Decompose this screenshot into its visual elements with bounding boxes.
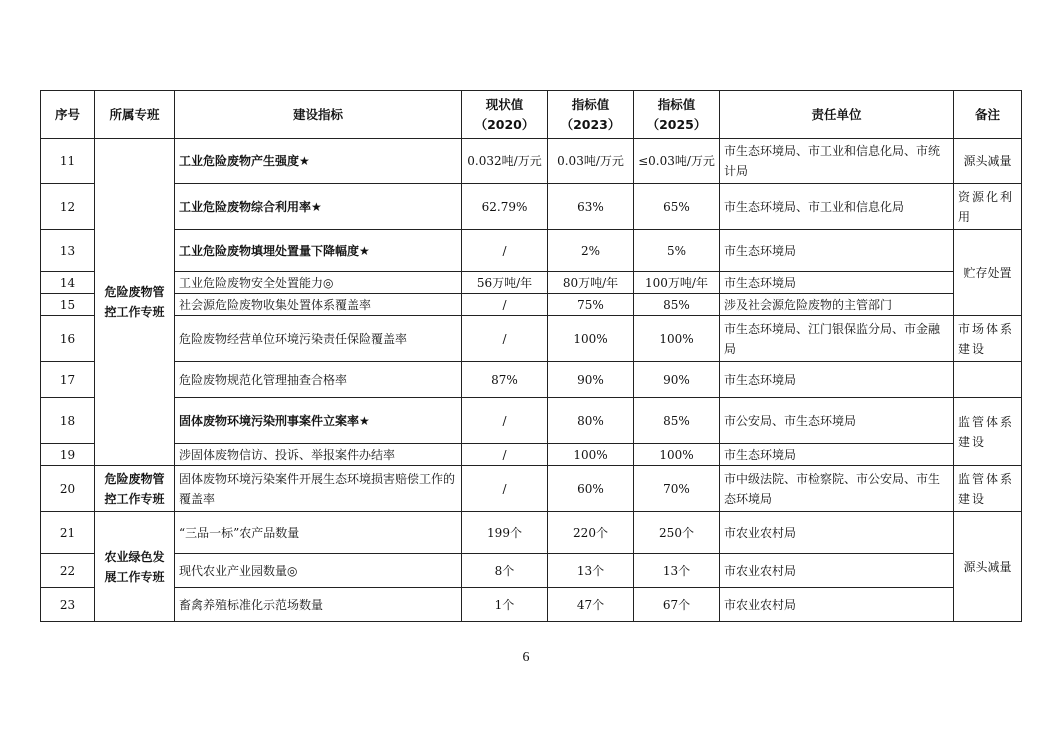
current-cell: 8个 <box>462 554 548 588</box>
table-row <box>41 362 1022 398</box>
header-current-year: （2020） <box>474 116 535 132</box>
seq-cell: 11 <box>41 139 95 184</box>
current-cell: / <box>462 316 548 362</box>
target-2025-cell: 67个 <box>634 588 720 622</box>
header-indicator: 建设指标 <box>175 91 462 139</box>
indicator-cell: 工业危险废物综合利用率★ <box>175 184 462 230</box>
target-2025-cell: 65% <box>634 184 720 230</box>
current-cell: 199个 <box>462 512 548 554</box>
target-2025-cell: 100% <box>634 444 720 466</box>
seq-cell: 15 <box>41 294 95 316</box>
unit-cell: 市生态环境局、江门银保监分局、市金融局 <box>720 316 954 362</box>
target-2025-cell: ≤0.03吨/万元 <box>634 139 720 184</box>
seq-cell: 21 <box>41 512 95 554</box>
target-2025-cell: 70% <box>634 466 720 512</box>
table-row <box>41 230 1022 272</box>
target-2023-cell: 100% <box>548 316 634 362</box>
target-2023-cell: 2% <box>548 230 634 272</box>
remark-cell: 源头减量 <box>954 512 1022 622</box>
seq-cell: 18 <box>41 398 95 444</box>
header-target-2025-year: （2025） <box>646 116 707 132</box>
target-2023-cell: 63% <box>548 184 634 230</box>
target-2023-cell: 100% <box>548 444 634 466</box>
indicator-cell: “三品一标”农产品数量 <box>175 512 462 554</box>
seq-cell: 12 <box>41 184 95 230</box>
unit-cell: 市生态环境局、市工业和信息化局、市统计局 <box>720 139 954 184</box>
target-2025-cell: 90% <box>634 362 720 398</box>
header-unit: 责任单位 <box>720 91 954 139</box>
table-row <box>41 294 1022 316</box>
table-row <box>41 184 1022 230</box>
indicator-cell: 现代农业产业园数量◎ <box>175 554 462 588</box>
header-team: 所属专班 <box>95 91 175 139</box>
current-cell: 87% <box>462 362 548 398</box>
header-remark: 备注 <box>954 91 1022 139</box>
target-2023-cell: 60% <box>548 466 634 512</box>
header-row <box>41 91 1022 139</box>
target-2025-cell: 85% <box>634 294 720 316</box>
target-2025-cell: 100万吨/年 <box>634 272 720 294</box>
unit-cell: 市农业农村局 <box>720 588 954 622</box>
header-target-2023-label: 指标值 <box>571 96 610 112</box>
remark-cell: 源头减量 <box>954 139 1022 184</box>
seq-cell: 17 <box>41 362 95 398</box>
indicator-cell: 社会源危险废物收集处置体系覆盖率 <box>175 294 462 316</box>
header-target-2023 <box>548 91 634 139</box>
indicator-cell: 危险废物经营单位环境污染责任保险覆盖率 <box>175 316 462 362</box>
target-2025-cell: 85% <box>634 398 720 444</box>
target-2025-cell: 250个 <box>634 512 720 554</box>
remark-cell: 监管体系建设 <box>954 466 1022 512</box>
target-2023-cell: 0.03吨/万元 <box>548 139 634 184</box>
target-2023-cell: 80万吨/年 <box>548 272 634 294</box>
target-2023-cell: 47个 <box>548 588 634 622</box>
current-cell: / <box>462 444 548 466</box>
target-2025-cell: 5% <box>634 230 720 272</box>
table-row <box>41 398 1022 444</box>
unit-cell: 市公安局、市生态环境局 <box>720 398 954 444</box>
target-2023-cell: 220个 <box>548 512 634 554</box>
current-cell: 62.79% <box>462 184 548 230</box>
table-row <box>41 512 1022 554</box>
table-row <box>41 272 1022 294</box>
table-row <box>41 444 1022 466</box>
seq-cell: 13 <box>41 230 95 272</box>
team-cell: 危险废物管控工作专班 <box>95 466 175 512</box>
target-2023-cell: 75% <box>548 294 634 316</box>
seq-cell: 19 <box>41 444 95 466</box>
remark-cell: 监管体系建设 <box>954 398 1022 466</box>
target-2023-cell: 13个 <box>548 554 634 588</box>
table-row <box>41 316 1022 362</box>
table-row <box>41 554 1022 588</box>
seq-cell: 20 <box>41 466 95 512</box>
table-row <box>41 139 1022 184</box>
remark-cell: 市场体系建设 <box>954 316 1022 362</box>
indicator-cell: 固体废物环境污染刑事案件立案率★ <box>175 398 462 444</box>
seq-cell: 16 <box>41 316 95 362</box>
unit-cell: 市生态环境局、市工业和信息化局 <box>720 184 954 230</box>
current-cell: / <box>462 466 548 512</box>
current-cell: / <box>462 398 548 444</box>
indicator-cell: 危险废物规范化管理抽查合格率 <box>175 362 462 398</box>
target-2025-cell: 13个 <box>634 554 720 588</box>
seq-cell: 14 <box>41 272 95 294</box>
target-2023-cell: 80% <box>548 398 634 444</box>
target-2025-cell: 100% <box>634 316 720 362</box>
page-number: 6 <box>522 650 530 665</box>
current-cell: 0.032吨/万元 <box>462 139 548 184</box>
seq-cell: 22 <box>41 554 95 588</box>
remark-cell: 资源化利用 <box>954 184 1022 230</box>
unit-cell: 市生态环境局 <box>720 362 954 398</box>
indicator-cell: 畜禽养殖标准化示范场数量 <box>175 588 462 622</box>
remark-cell: 贮存处置 <box>954 230 1022 316</box>
remark-cell <box>954 362 1022 398</box>
current-cell: 56万吨/年 <box>462 272 548 294</box>
header-current-label: 现状值 <box>485 96 524 112</box>
unit-cell: 市生态环境局 <box>720 272 954 294</box>
header-seq: 序号 <box>41 91 95 139</box>
indicator-cell: 工业危险废物产生强度★ <box>175 139 462 184</box>
indicator-table <box>40 90 1022 622</box>
header-current <box>462 91 548 139</box>
indicator-cell: 涉固体废物信访、投诉、举报案件办结率 <box>175 444 462 466</box>
header-target-2025-label: 指标值 <box>657 96 696 112</box>
target-2023-cell: 90% <box>548 362 634 398</box>
header-target-2025 <box>634 91 720 139</box>
table-row <box>41 466 1022 512</box>
unit-cell: 市农业农村局 <box>720 512 954 554</box>
unit-cell: 市生态环境局 <box>720 444 954 466</box>
unit-cell: 市生态环境局 <box>720 230 954 272</box>
unit-cell: 市中级法院、市检察院、市公安局、市生态环境局 <box>720 466 954 512</box>
seq-cell: 23 <box>41 588 95 622</box>
current-cell: 1个 <box>462 588 548 622</box>
unit-cell: 市农业农村局 <box>720 554 954 588</box>
indicator-cell: 固体废物环境污染案件开展生态环境损害赔偿工作的覆盖率 <box>175 466 462 512</box>
table-row <box>41 588 1022 622</box>
current-cell: / <box>462 230 548 272</box>
header-target-2023-year: （2023） <box>560 116 621 132</box>
unit-cell: 涉及社会源危险废物的主管部门 <box>720 294 954 316</box>
team-cell: 危险废物管控工作专班 <box>95 139 175 466</box>
team-cell: 农业绿色发展工作专班 <box>95 512 175 622</box>
indicator-cell: 工业危险废物安全处置能力◎ <box>175 272 462 294</box>
current-cell: / <box>462 294 548 316</box>
indicator-cell: 工业危险废物填埋处置量下降幅度★ <box>175 230 462 272</box>
